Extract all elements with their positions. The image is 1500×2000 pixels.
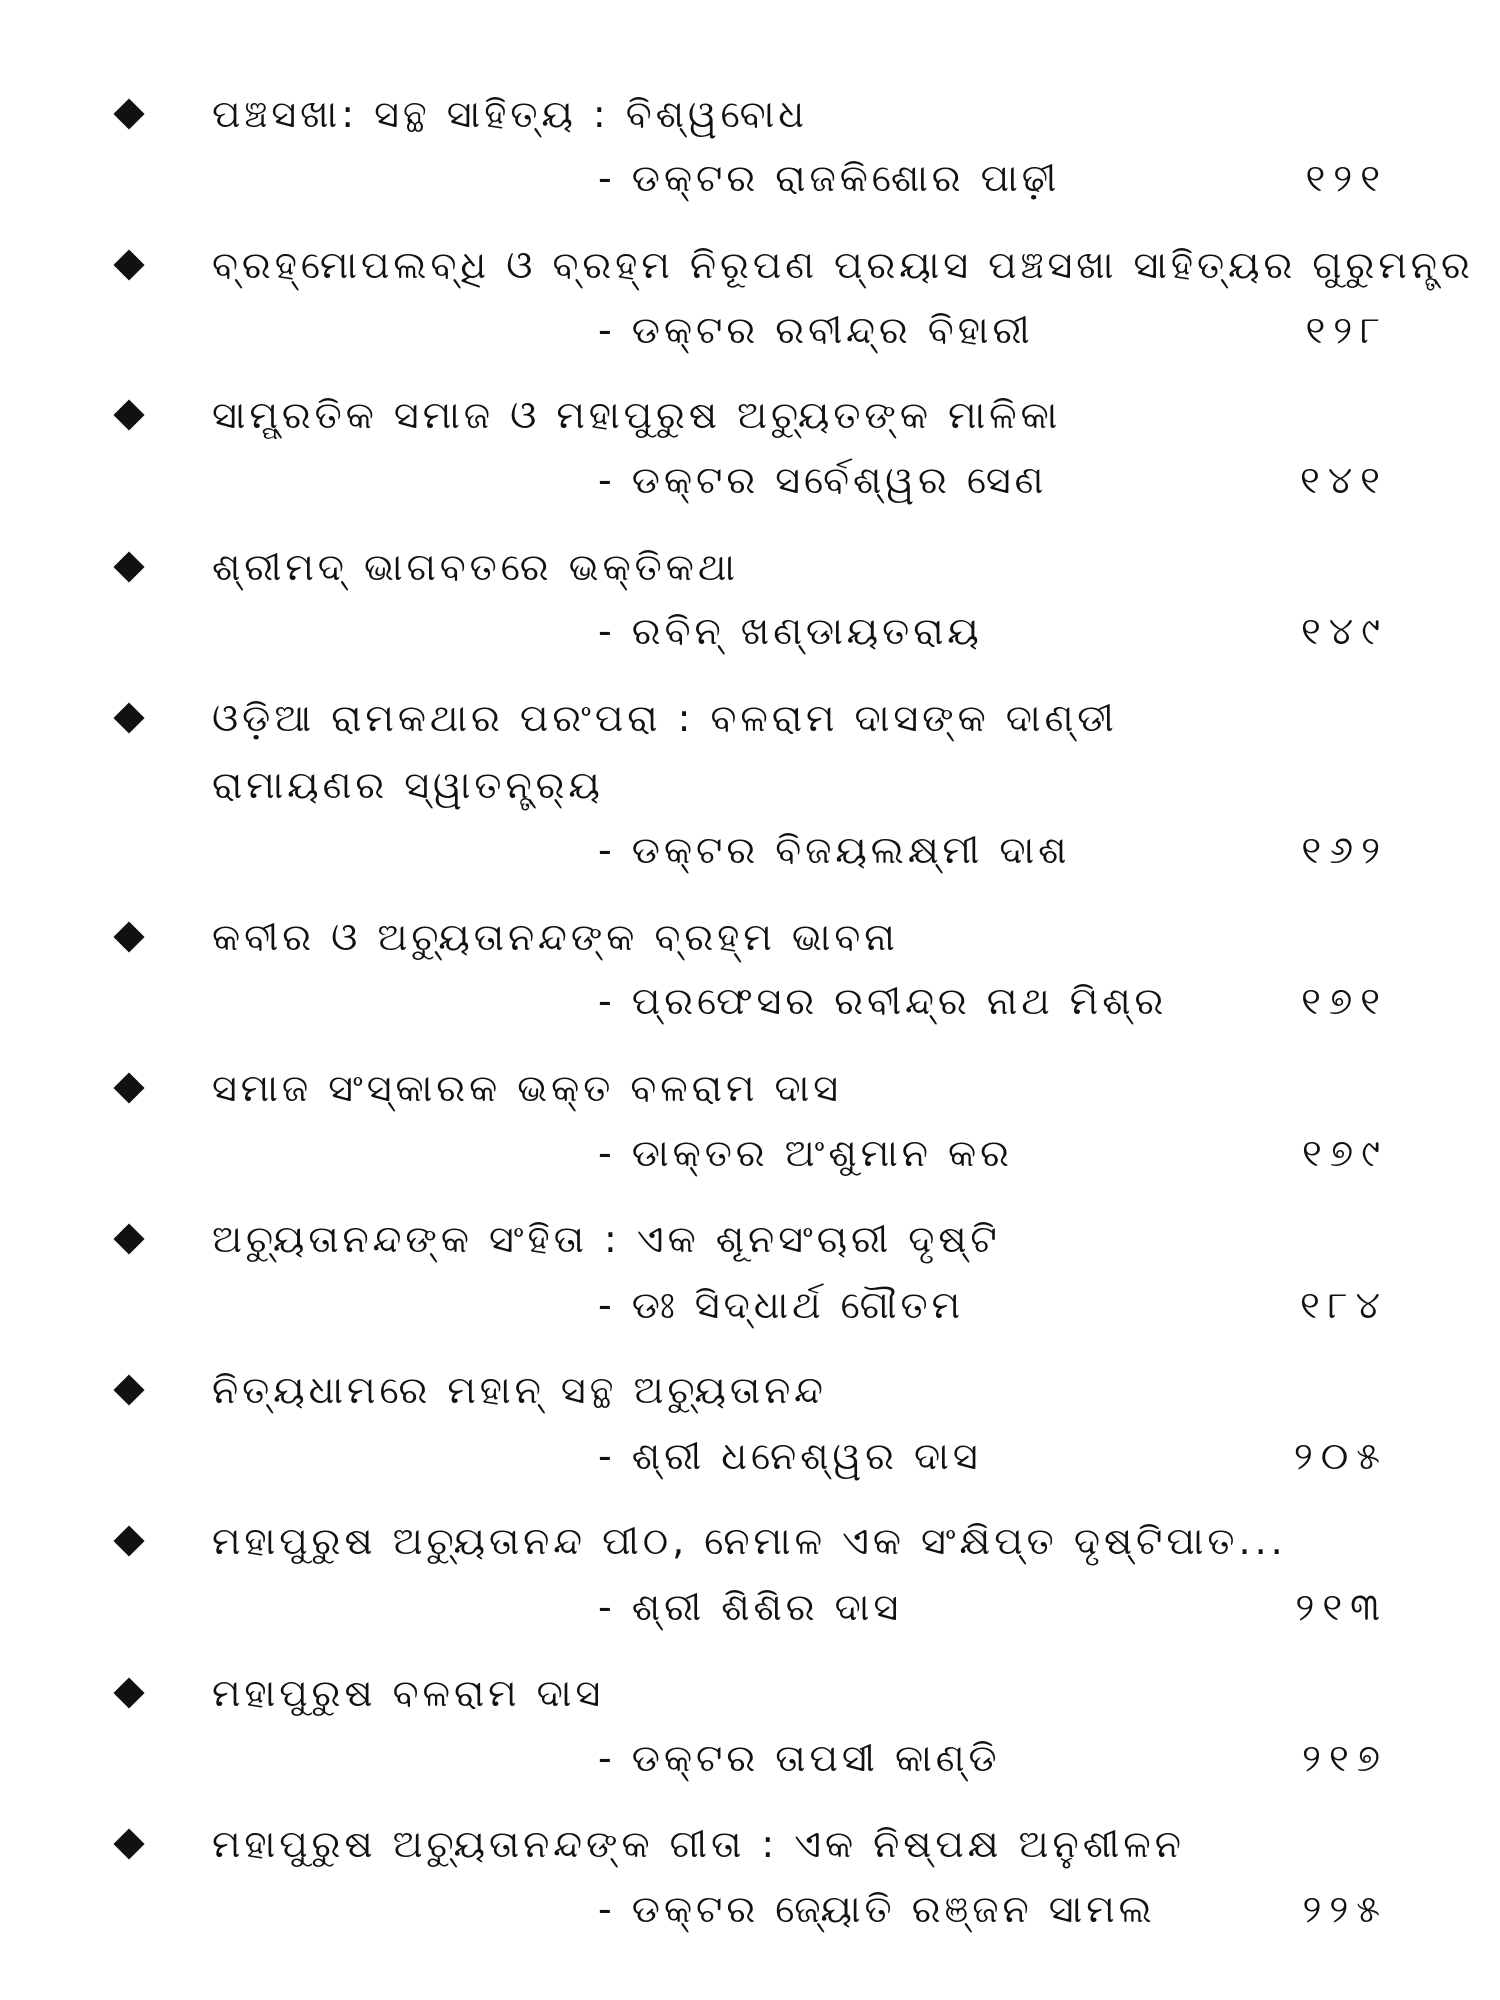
diamond-bullet-icon	[113, 551, 144, 582]
entry-author: - ଡଃ ସିଦ୍ଧାର୍ଥ ଗୌତମ	[598, 1283, 965, 1327]
diamond-bullet-icon	[113, 702, 144, 733]
diamond-bullet-icon	[113, 1072, 144, 1103]
entry-author: - ପ୍ରଫେସର ରବୀନ୍ଦ୍ର ନାଥ ମିଶ୍ର	[598, 979, 1168, 1023]
diamond-bullet-icon	[113, 399, 144, 430]
entry-author: - ଡକ୍ଟର ତାପସୀ କାଣ୍ଡି	[598, 1736, 1001, 1780]
entry-title: ଅଚ୍ୟୁତାନନ୍ଦଙ୍କ ସଂହିତା : ଏକ ଶୂନସଂଚାରୀ ଦୃଷ୍ଟି	[212, 1217, 1001, 1261]
diamond-bullet-icon	[113, 1525, 144, 1556]
entry-page-number: ୨୧୭	[1302, 1736, 1388, 1780]
entry-page-number: ୨୨୫	[1302, 1887, 1388, 1931]
entry-page-number: ୧୪୯	[1300, 609, 1388, 653]
entry-author: - ଡକ୍ଟର ବିଜୟଲକ୍ଷ୍ମୀ ଦାଶ	[598, 828, 1071, 872]
diamond-bullet-icon	[113, 249, 144, 280]
entry-author: - ଶ୍ରୀ ଶିଶିର ଦାସ	[598, 1585, 903, 1629]
entry-author: - ଡାକ୍ତର ଅଂଶୁମାନ କର	[598, 1131, 1013, 1175]
diamond-bullet-icon	[113, 1374, 144, 1405]
entry-page-number: ୧୬୨	[1301, 828, 1388, 872]
entry-page-number: ୧୪୧	[1300, 458, 1388, 502]
diamond-bullet-icon	[113, 98, 144, 129]
entry-page-number: ୨୦୫	[1293, 1434, 1388, 1478]
entry-author: - ଡକ୍ଟର ଜ୍ୟୋତି ରଞ୍ଜନ ସାମଲ	[598, 1887, 1156, 1931]
entry-title: କବୀର ଓ ଅଚ୍ୟୁତାନନ୍ଦଙ୍କ ବ୍ରହ୍ମ ଭାବନା	[212, 915, 899, 959]
diamond-bullet-icon	[113, 1223, 144, 1254]
entry-title: ଓଡ଼ିଆ ରାମକଥାର ପରଂପରା : ବଳରାମ ଦାସଙ୍କ ଦାଣ୍ଡୀ	[212, 696, 1118, 740]
entry-title: ମହାପୁରୁଷ ଅଚ୍ୟୁତାନନ୍ଦ ପୀଠ, ନେମାଳ ଏକ ସଂକ୍ଷିପ୍ତ ଦୃଷ୍ଟିପାତ...	[212, 1519, 1287, 1563]
entry-title-continued: ରାମାୟଣର ସ୍ୱାତନ୍ତ୍ର୍ୟ	[212, 763, 604, 807]
entry-page-number: ୨୧୩	[1295, 1585, 1388, 1629]
entry-title: ମହାପୁରୁଷ ବଳରାମ ଦାସ	[212, 1671, 605, 1715]
entry-title: ଶ୍ରୀମଦ୍ ଭାଗବତରେ ଭକ୍ତିକଥା	[212, 545, 739, 589]
entry-page-number: ୧୮୪	[1300, 1283, 1388, 1327]
entry-title: ସାମ୍ପ୍ରତିକ ସମାଜ ଓ ମହାପୁରୁଷ ଅଚ୍ୟୁତଙ୍କ ମାଳିକା	[212, 393, 1062, 437]
entry-author: - ଶ୍ରୀ ଧନେଶ୍ୱର ଦାସ	[598, 1434, 982, 1478]
entry-page-number: ୧୭୯	[1302, 1131, 1388, 1175]
diamond-bullet-icon	[113, 1677, 144, 1708]
entry-author: - ଡକ୍ଟର ରାଜକିଶୋର ପାଢ଼ୀ	[598, 156, 1061, 200]
entry-author: - ଡକ୍ଟର ସର୍ବେଶ୍ୱର ସେଣ	[598, 458, 1048, 502]
entry-title: ସମାଜ ସଂସ୍କାରକ ଭକ୍ତ ବଳରାମ ଦାସ	[212, 1066, 843, 1110]
entry-author: - ଡକ୍ଟର ରବୀନ୍ଦ୍ର ବିହାରୀ	[598, 308, 1034, 352]
entry-page-number: ୧୨୧	[1305, 156, 1388, 200]
entry-title: ନିତ୍ୟଧାମରେ ମହାନ୍ ସନ୍ଥ ଅଚ୍ୟୁତାନନ୍ଦ	[212, 1368, 827, 1412]
entry-title: ମହାପୁରୁଷ ଅଚ୍ୟୁତାନନ୍ଦଙ୍କ ଗୀତା : ଏକ ନିଷ୍ପକ୍ଷ ଅନୁଶୀଳନ	[212, 1822, 1185, 1866]
entry-page-number: ୧୨୮	[1305, 308, 1388, 352]
diamond-bullet-icon	[113, 1828, 144, 1859]
entry-title: ପଞ୍ଚସଖା: ସନ୍ଥ ସାହିତ୍ୟ : ବିଶ୍ୱବୋଧ	[212, 92, 808, 136]
entry-author: - ରବିନ୍ ଖଣ୍ଡାୟତରାୟ	[598, 609, 983, 653]
diamond-bullet-icon	[113, 921, 144, 952]
entry-title: ବ୍ରହ୍ମୋପଲବ୍ଧି ଓ ବ୍ରହ୍ମ ନିରୂପଣ ପ୍ରୟାସ ପଞ୍ଚସଖା ସାହିତ୍ୟର ଗୁରୁମନ୍ତ୍ର	[212, 243, 1474, 287]
entry-page-number: ୧୭୧	[1301, 979, 1388, 1023]
